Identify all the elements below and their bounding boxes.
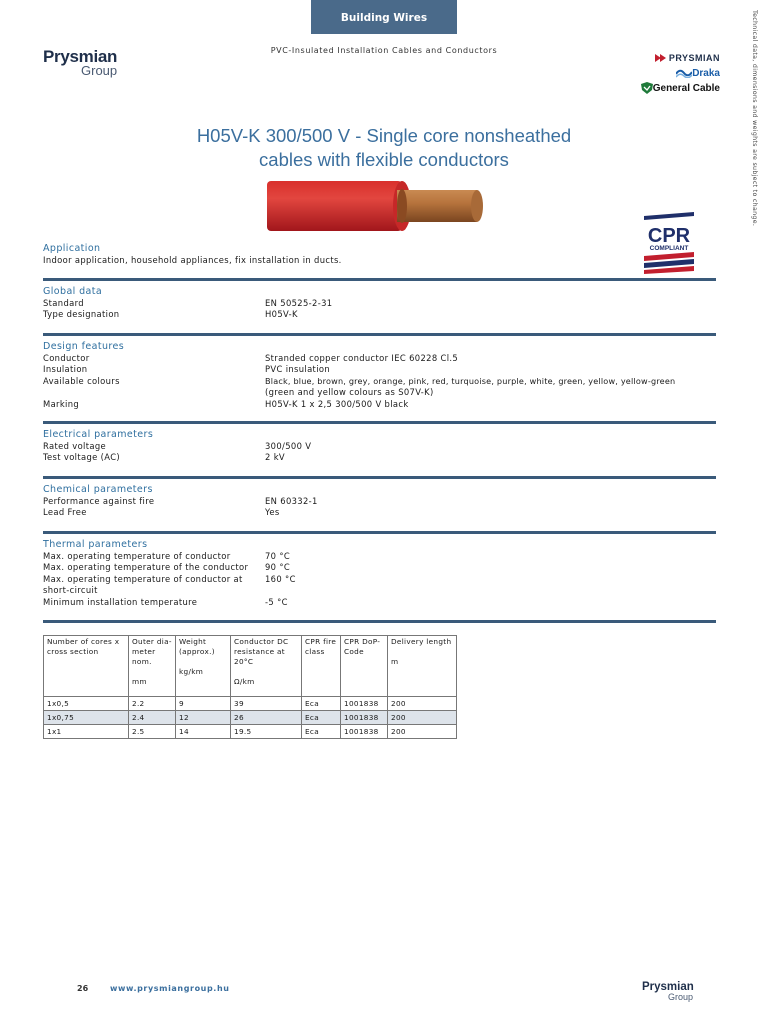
section-thermal xyxy=(43,539,716,608)
table-cell: Eca xyxy=(302,725,341,739)
spec-key: Minimum installation temperature xyxy=(43,596,198,607)
spec-value: H05V-K xyxy=(265,309,298,320)
spec-key: Type designation xyxy=(43,309,120,320)
spec-row xyxy=(43,551,716,562)
table-header-cell: Number of cores x cross section xyxy=(44,636,129,697)
section-global-data xyxy=(43,286,716,321)
general-cable-shield-icon xyxy=(641,82,653,94)
table-cell: 26 xyxy=(231,711,302,725)
spec-row xyxy=(43,298,716,309)
spec-value: 2 kV xyxy=(265,452,285,463)
thermal-title: Thermal parameters xyxy=(43,539,148,550)
draka-wave-icon xyxy=(676,68,692,78)
divider xyxy=(43,421,716,424)
table-cell: 2.5 xyxy=(129,725,176,739)
spec-row xyxy=(43,574,716,597)
table-header-cell: Outer dia- meter nom. mm xyxy=(129,636,176,697)
spec-row xyxy=(43,507,716,518)
table-cell: 2.4 xyxy=(129,711,176,725)
prysmian-logo: Prysmian xyxy=(43,47,118,66)
cable-data-table xyxy=(43,635,457,739)
table-header-cell: Weight (approx.) kg/km xyxy=(176,636,231,697)
spec-value: Stranded copper conductor IEC 60228 Cl.5 xyxy=(265,353,459,363)
spec-key: Rated voltage xyxy=(43,441,107,451)
spec-key: Available colours xyxy=(43,375,120,386)
table-cell: 1001838 xyxy=(341,725,388,739)
table-cell: 1x0,5 xyxy=(44,697,129,711)
table-cell: 1001838 xyxy=(341,697,388,711)
table-header-cell: CPR DoP- Code xyxy=(341,636,388,697)
divider xyxy=(43,333,716,336)
table-cell: 1x1 xyxy=(44,725,129,739)
divider xyxy=(43,278,716,281)
footer-logo-group: Group xyxy=(668,992,694,1002)
colours-note: (green and yellow colours as S07V-K) xyxy=(265,387,434,398)
table-cell: 200 xyxy=(388,725,457,739)
brand-general-cable-label: General Cable xyxy=(652,82,720,94)
spec-row xyxy=(43,376,716,399)
spec-row xyxy=(43,353,716,364)
chemical-title: Chemical parameters xyxy=(43,484,153,495)
spec-row xyxy=(43,452,716,463)
cpr-badge-sub: COMPLIANT xyxy=(649,245,689,252)
prysmian-logo-group: Group xyxy=(81,63,118,78)
prysmian-mark-icon xyxy=(655,54,669,62)
electrical-title: Electrical parameters xyxy=(43,429,154,440)
brand-draka-label: Draka xyxy=(692,67,720,79)
table-row xyxy=(44,697,457,711)
section-application xyxy=(43,243,716,266)
divider xyxy=(43,531,716,534)
spec-value: EN 60332-1 xyxy=(265,496,318,506)
spec-key: Test voltage (AC) xyxy=(43,452,121,463)
spec-row xyxy=(43,597,716,608)
category-tab: Building Wires xyxy=(311,0,457,34)
spec-row xyxy=(43,364,716,375)
table-cell: 1x0,75 xyxy=(44,711,129,725)
spec-row xyxy=(43,441,716,452)
spec-value: PVC insulation xyxy=(265,364,330,375)
spec-row xyxy=(43,399,716,410)
table-header-cell: Delivery length m xyxy=(388,636,457,697)
table-cell: 200 xyxy=(388,711,457,725)
spec-row xyxy=(43,562,716,573)
spec-key: Standard xyxy=(43,298,84,308)
product-title-line1: H05V-K 300/500 V - Single core nonsheathed xyxy=(196,125,572,146)
spec-key: Lead Free xyxy=(43,507,87,518)
spec-value: 90 °C xyxy=(265,562,291,573)
spec-value: Yes xyxy=(265,507,280,518)
spec-value: -5 °C xyxy=(265,596,288,607)
table-cell: 14 xyxy=(176,725,231,739)
spec-value: EN 50525-2-31 xyxy=(265,298,333,308)
spec-key-line1: Max. operating temperature of conductor at xyxy=(43,573,243,584)
table-cell: 19.5 xyxy=(231,725,302,739)
product-title xyxy=(0,124,768,172)
side-disclaimer: Technical data, dimensions and weights are subject to change. xyxy=(751,10,758,227)
brand-prysmian-label: PRYSMIAN xyxy=(668,53,720,63)
brand-general-cable xyxy=(640,81,720,95)
divider xyxy=(43,620,716,623)
table-header-cell: CPR fire class xyxy=(302,636,341,697)
table-cell: 9 xyxy=(176,697,231,711)
spec-key xyxy=(43,574,265,597)
page-number: 26 xyxy=(77,984,89,993)
application-text: Indoor application, household appliances, fix installation in ducts. xyxy=(43,255,342,265)
cpr-badge-word: CPR xyxy=(647,225,691,247)
design-title: Design features xyxy=(43,341,125,352)
brand-prysmian xyxy=(640,51,720,65)
spec-key-line2: short-circuit xyxy=(43,585,98,596)
table-cell: 12 xyxy=(176,711,231,725)
colours-list: Black, blue, brown, grey, orange, pink, red, turquoise, purple, white, green, yellow, yellow-green xyxy=(265,375,676,386)
table-cell: 2.2 xyxy=(129,697,176,711)
product-title-line2: cables with flexible conductors xyxy=(259,149,509,170)
brand-logos xyxy=(640,51,720,96)
table-row xyxy=(44,725,457,739)
spec-key: Max. operating temperature of conductor xyxy=(43,551,231,561)
section-chemical xyxy=(43,484,716,519)
spec-key: Performance against fire xyxy=(43,496,155,506)
footer-logo: Prysmian xyxy=(642,981,694,993)
catalog-subtitle: PVC-Insulated Installation Cables and Conductors xyxy=(270,46,498,55)
brand-draka xyxy=(640,66,720,80)
table-header-cell: Conductor DC resistance at 20°C Ω/km xyxy=(231,636,302,697)
section-electrical xyxy=(43,429,716,464)
spec-key: Insulation xyxy=(43,364,88,375)
spec-row xyxy=(43,496,716,507)
table-cell: 39 xyxy=(231,697,302,711)
global-data-title: Global data xyxy=(43,286,103,297)
spec-value xyxy=(265,376,716,399)
website-link[interactable]: www.prysmiangroup.hu xyxy=(110,984,230,993)
spec-value: 300/500 V xyxy=(265,441,312,451)
section-design-features xyxy=(43,341,716,410)
table-cell: Eca xyxy=(302,711,341,725)
spec-value: H05V-K 1 x 2,5 300/500 V black xyxy=(265,398,409,409)
spec-key: Conductor xyxy=(43,353,90,363)
table-cell: Eca xyxy=(302,697,341,711)
table-header-row xyxy=(44,636,457,697)
cable-illustration xyxy=(265,174,487,236)
table-row xyxy=(44,711,457,725)
application-title: Application xyxy=(43,243,101,254)
table-cell: 1001838 xyxy=(341,711,388,725)
table-cell: 200 xyxy=(388,697,457,711)
divider xyxy=(43,476,716,479)
spec-row xyxy=(43,309,716,320)
spec-value: 160 °C xyxy=(265,573,296,584)
spec-key: Marking xyxy=(43,398,80,409)
spec-key: Max. operating temperature of the conductor xyxy=(43,562,249,573)
spec-value: 70 °C xyxy=(265,551,291,561)
